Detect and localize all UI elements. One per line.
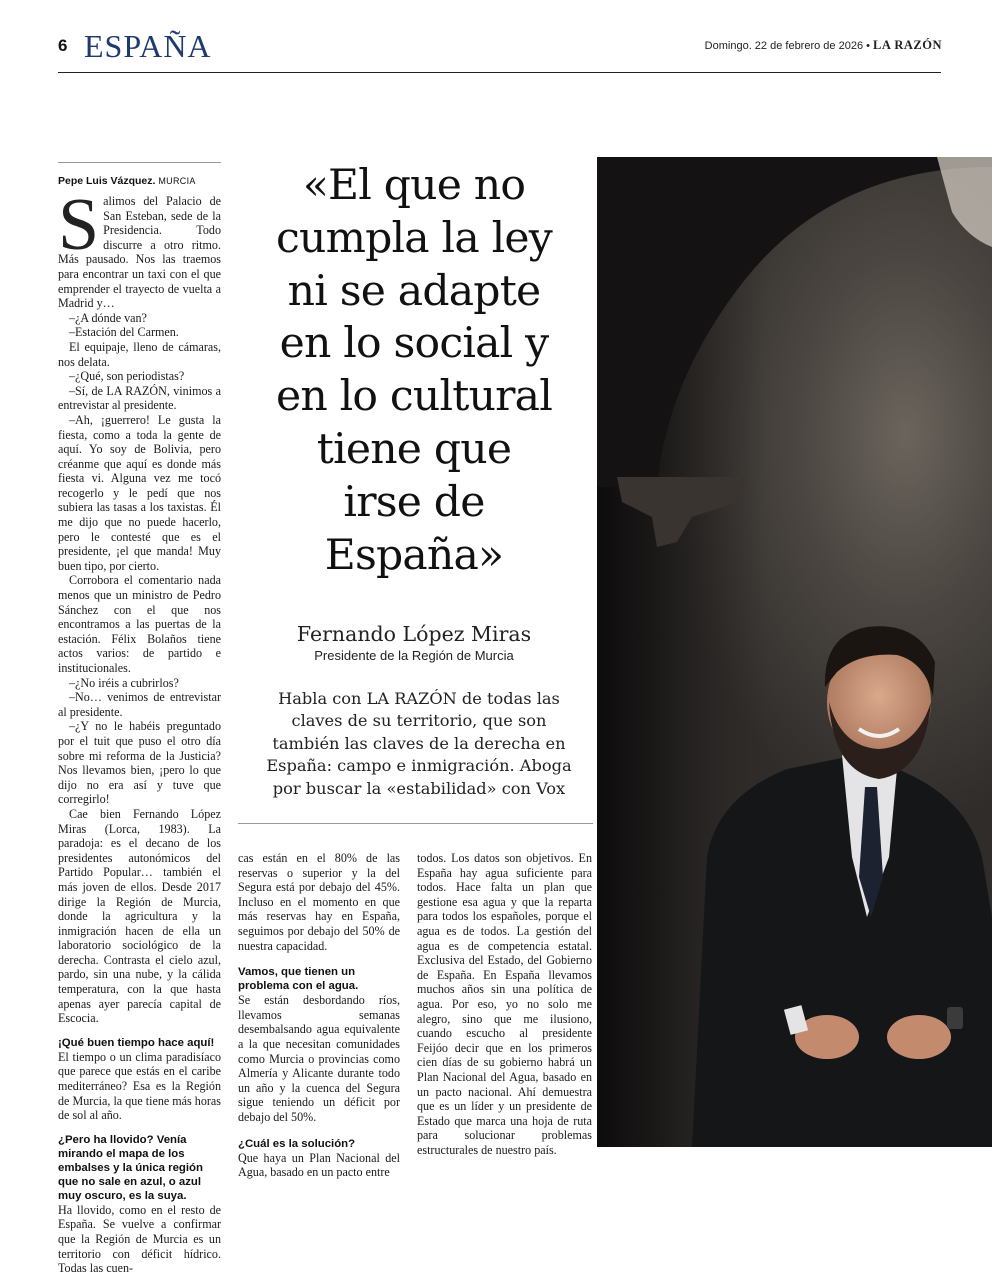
standfirst-rule xyxy=(238,823,593,824)
drop-cap: S xyxy=(58,184,100,266)
standfirst-line: Habla con LA RAZÓN de todas las xyxy=(278,689,560,708)
paragraph: Cae bien Fernando López Miras (Lorca, 1983). La paradoja: es el decano de los presidentes autonómicos del Partido Popular… también el más joven de ellos. Desde 2017 dirige la Región de Murcia, donde la agricultura y la inmigración hacen de ella un laboratorio sociológico de la derecha. Contrasta el cielo azul, pardo, sin una nube, y la cálida temperatura, con la que hasta apenas ayer parecía capital de Escocia. xyxy=(58,806,221,1026)
quote-line: tiene que xyxy=(316,424,512,474)
article-column-middle xyxy=(238,851,400,1180)
byline-location: MURCIA xyxy=(158,176,196,186)
interview-question: ¿Pero ha llovido? Venía mirando el mapa de los embalses y la única región que no sale en azul, o azul muy oscuro, es la suya. xyxy=(58,1133,203,1202)
paragraph: –Estación del Carmen. xyxy=(69,325,179,340)
interview-answer: Se están desbordando ríos, llevamos semanas desembalsando agua equivalente a la que necesitan comunidades como Murcia o provincias como Almería y Alicante durante todo un año y la cuenca del Segura sigue teniendo un déficit por debajo del 50%. xyxy=(238,993,400,1124)
quote-attribution xyxy=(238,622,590,663)
paragraph: alimos del Palacio de San Esteban, sede de la Presidencia. Todo discurre a otro ritmo. Más pausado. Nos las traemos para encontrar un taxi con el que emprender el trayecto de vuelta a Madrid y… xyxy=(58,194,221,311)
portrait-illustration xyxy=(597,157,992,1147)
byline-author: Pepe Luis Vázquez. xyxy=(58,175,156,187)
paragraph: –Ah, ¡guerrero! Le gusta la fiesta, como a toda la gente de aquí. Yo soy de Bolivia, pero créanme que aquí es donde más fiesta vi. Alguna vez me tocó recogerlo y le pedí que nos subiera las tasas a los taxistas. Él me dijo que no puede hacerlo, pero le contesté que es el presidente, ¡el que manda! Muy buen tipo, por cierto. xyxy=(58,412,221,573)
interview-question: ¡Qué buen tiempo hace aquí! xyxy=(58,1036,215,1049)
quote-line: cumpla la ley xyxy=(276,213,552,263)
article-column-right xyxy=(417,851,592,1157)
newspaper-brand: LA RAZÓN xyxy=(873,38,942,52)
quote-line: ni se adapte xyxy=(287,266,541,316)
paragraph: –No… venimos de entrevistar al presidente. xyxy=(58,690,221,719)
interview-question: Vamos, que tienen un problema con el agua. xyxy=(238,966,359,993)
standfirst-line: por buscar la «estabilidad» con Vox xyxy=(272,778,566,798)
pull-quote xyxy=(238,160,590,582)
quote-line: en lo cultural xyxy=(276,372,552,422)
interview-question: ¿Cuál es la solución? xyxy=(238,1137,356,1150)
interview-answer: Ha llovido, como en el resto de España. Se vuelve a confirmar que la Región de Murcia es un territorio con déficit hídrico. Todas las cuen- xyxy=(58,1202,221,1276)
quote-line: en lo social y xyxy=(279,319,549,369)
quote-line: España» xyxy=(324,530,504,580)
quote-line: irse de xyxy=(343,477,485,527)
portrait-photo xyxy=(597,157,992,1147)
interview-answer: El tiempo o un clima paradisíaco que parece que estás en el caribe mediterráneo? Esa es la Región de Murcia, la que tiene más horas de sol al año. xyxy=(58,1049,221,1123)
paragraph: –¿Y no le habéis preguntado por el tuit que puso el otro día sobre mi reforma de la Justicia? Nos llevamos bien, ¡pero lo que dijo no era así y tuve que corregirlo! xyxy=(58,719,221,807)
interview-answer: Que haya un Plan Nacional del Agua, basado en un pacto entre xyxy=(238,1150,400,1180)
article-column-left xyxy=(58,184,221,1276)
speaker-role: Presidente de la Región de Murcia xyxy=(314,648,514,663)
header-separator: • xyxy=(866,40,870,52)
standfirst-line: España: campo e inmigración. Aboga xyxy=(266,756,572,776)
quote-line: «El que no xyxy=(302,161,526,210)
page-number: 6 xyxy=(58,36,68,55)
paragraph: –¿No iréis a cubrirlos? xyxy=(69,675,179,690)
paragraph: Corrobora el comentario nada menos que un ministro de Pedro Sánchez con el que nos encontramos a las puertas de la estación. Félix Bolaños tiene actos varios: de partido e institucionales. xyxy=(58,573,221,675)
issue-date: Domingo. 22 de febrero de 2026 xyxy=(704,40,864,52)
paragraph: todos. Los datos son objetivos. En España hay agua suficiente para todos. Hace falta un plan que gestione esa agua y que la reparta para todos los españoles, porque el agua es de todos. La gestión del agua es de competencia estatal. Exclusiva del Estado, del Gobierno de España. En España llevamos muchos años sin una política de agua. Por eso, yo no solo me alegro, sino que me ilusiono, cuando escucho al presidente Feijóo decir que en los primeros cien días de su gobierno habrá un Plan Nacional del Agua, basado en un pacto nacional. Ahí demuestra que es un líder y un presidente de Estado que marca una hoja de ruta para solucionar problemas estructurales de nuestro país. xyxy=(417,851,592,1157)
header-dateline xyxy=(705,38,942,53)
standfirst-line: también las claves de la derecha en xyxy=(272,733,566,753)
paragraph: –Sí, de LA RAZÓN, vinimos a entrevistar al presidente. xyxy=(58,383,221,413)
paragraph: El equipaje, lleno de cámaras, nos delata. xyxy=(58,339,221,369)
byline-rule xyxy=(58,162,221,163)
section-title: ESPAÑA xyxy=(84,28,212,64)
standfirst xyxy=(252,688,586,800)
header-rule xyxy=(58,72,941,73)
paragraph: –¿Qué, son periodistas? xyxy=(69,369,185,384)
standfirst-line: claves de su territorio, que son xyxy=(291,711,547,731)
paragraph: –¿A dónde van? xyxy=(69,310,147,325)
paragraph: cas están en el 80% de las reservas o superior y la del Segura está por debajo del 45%. Incluso en el momento en que más reservas hay en España, seguimos por debajo del 50% de nuestra capacidad. xyxy=(238,851,400,953)
speaker-name: Fernando López Miras xyxy=(296,622,532,646)
